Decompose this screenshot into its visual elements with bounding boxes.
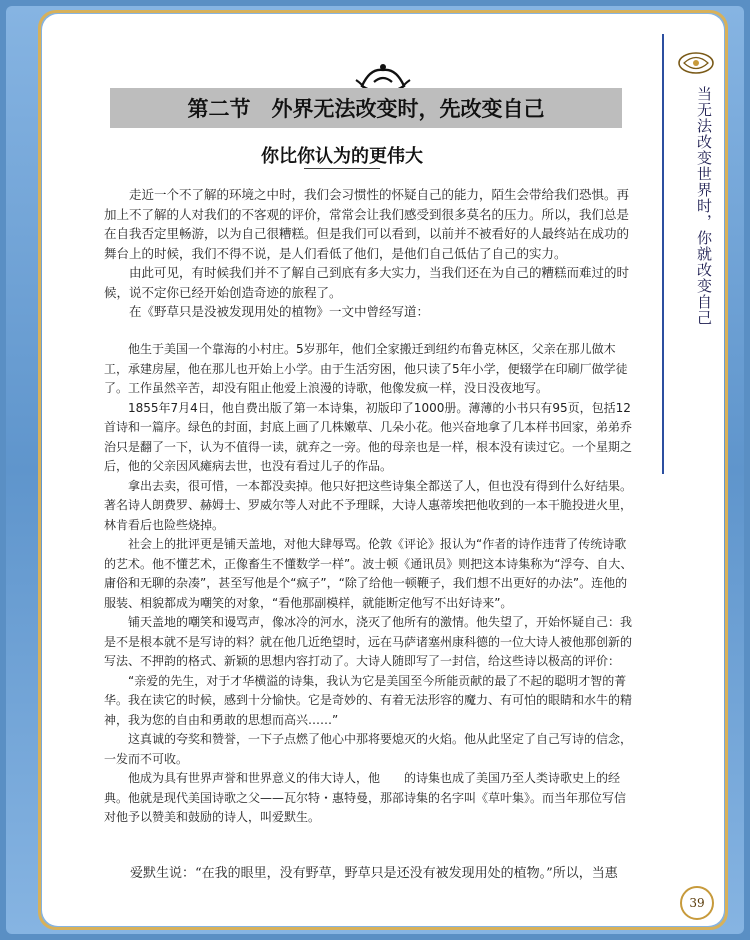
sidebar-title: 当无法改变世界时，你就改变自己 (695, 86, 713, 326)
quote-paragraph: 他成为具有世界声誉和世界意义的伟大诗人，他 的诗集也成了美国乃至人类诗歌史上的经典。他就是现代美国诗歌之父——瓦尔特・惠特曼，那部诗集的名字叫《草叶集》。而当年那位写信对他予以赞美和鼓励的诗人，叫爱默生。 (104, 771, 627, 824)
sidebar-rule (662, 34, 664, 474)
quote-paragraph: 1855年7月4日，他自费出版了第一本诗集，初版印了1000册。薄薄的小书只有95页，包括12首诗和一篇序。绿色的封面，封底上画了几株嫩草、几朵小花。他兴奋地拿了几本样书回家，弟弟乔治只是翻了一下，认为不值得一读，就弃之一旁。他的母亲也是一样，根本没有读过它。一个星期之后，他的父亲因风瘫病去世，也没有看过儿子的作品。 (104, 400, 633, 473)
paragraph: 走近一个不了解的环境之中时，我们会习惯性的怀疑自己的能力，陌生会带给我们恐惧。再加上不了解的人对我们的不客观的评价，常常会让我们感受到很多莫名的压力。所以，我们总是在自我否定里畅游，以为自己很糟糕。但是我们可以看到，以前并不被看好的人最终站在成功的舞台上的时候，我们不得不说，是人们看低了他们，是他们自己低估了自己的实力。 (104, 187, 630, 261)
quote-paragraph: 铺天盖地的嘲笑和谩骂声，像冰冷的河水，浇灭了他所有的激情。他失望了，开始怀疑自己：我是不是根本就不是写诗的料？就在他几近绝望时，远在马萨诸塞州康科德的一位大诗人被他那创新的写法、不押韵的格式、新颖的思想内容打动了。大诗人随即写了一封信，给这些诗以极高的评价： (104, 615, 633, 668)
chapter-sidebar (664, 34, 724, 414)
quote-paragraph: 这真诚的夸奖和赞誉，一下子点燃了他心中那将要熄灭的火焰。他从此坚定了自己写诗的信念，一发而不可收。 (104, 732, 633, 766)
quote-paragraph: 拿出去卖，很可惜，一本都没卖掉。他只好把这些诗集全都送了人，但也没有得到什么好结果。著名诗人朗费罗、赫姆士、罗威尔等人对此不予理睬，大诗人惠蒂埃把他收到的一本干脆投进火里，林肯看后也险些烧掉。 (104, 478, 633, 532)
chapter-emblem-icon (676, 50, 716, 76)
section-title: 第二节 外界无法改变时，先改变自己 (187, 97, 545, 121)
intro-text (104, 185, 634, 322)
quoted-excerpt (104, 340, 634, 828)
tail-text (104, 864, 634, 883)
quote-paragraph: “亲爱的先生，对于才华横溢的诗集，我认为它是美国至今所能贡献的最了不起的聪明才智的菁华。我在读它的时候，感到十分愉快。它是奇妙的、有着无法形容的魔力、有可怕的眼睛和水牛的精神，我为您的自由和勇敢的思想而高兴……” (104, 673, 633, 727)
section-title-banner (110, 88, 622, 128)
article-title: 你比你认为的更伟大 (261, 146, 423, 167)
paragraph: 由此可见，有时候我们并不了解自己到底有多大实力，当我们还在为自己的糟糕而难过的时候，说不定你已经开始创造奇迹的旅程了。 (104, 265, 630, 300)
page-number: 39 (680, 886, 714, 920)
quote-paragraph: 社会上的批评更是铺天盖地，对他大肆辱骂。伦敦《评论》报认为“作者的诗作违背了传统诗歌的艺术。他不懂艺术，正像畜生不懂数学一样”。波士顿《通讯员》则把这本诗集称为“浮夸、自大、庸俗和无聊的杂凑”，甚至写他是个“疯子”，“除了给他一顿鞭子，我们想不出更好的办法”。连他的服装、相貌都成为嘲笑的对象，“看他那副模样，就能断定他写不出好诗来”。 (104, 537, 633, 610)
quote-paragraph: 他生于美国一个靠海的小村庄。5岁那年，他们全家搬迁到纽约布鲁克林区，父亲在那儿做木工，承建房屋，他在那儿也开始上小学。由于生活穷困，他只读了5年小学，便辍学在印刷厂做学徒了。工作虽然辛苦，却没有阻止他爱上浪漫的诗歌，他像发疯一样，没日没夜地写。 (104, 342, 628, 395)
paragraph: 爱默生说：“在我的眼里，没有野草，野草只是还没有被发现用处的植物。”所以，当惠 (130, 866, 618, 881)
book-page (42, 14, 724, 926)
paragraph: 在《野草只是没被发现用处的植物》一文中曾经写道： (129, 304, 430, 319)
article-title-underline (304, 168, 380, 169)
